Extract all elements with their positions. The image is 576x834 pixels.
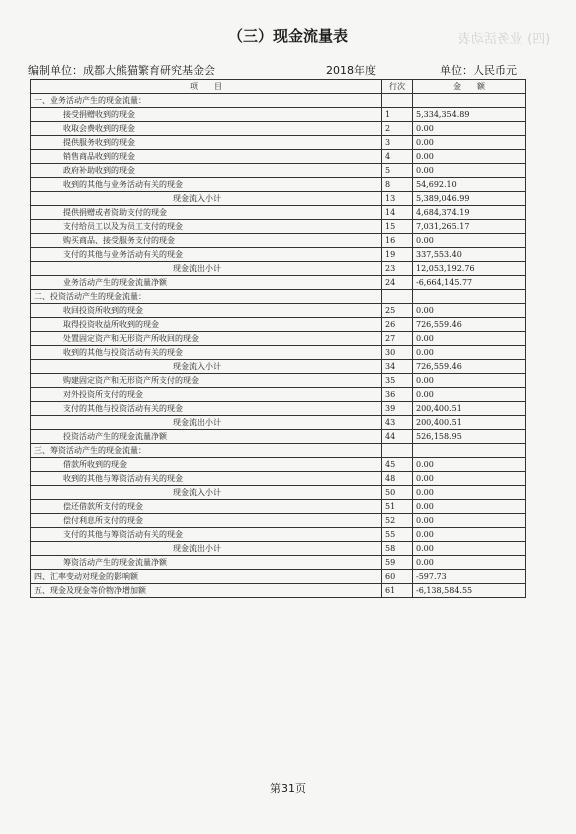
- row-line-number: 24: [382, 276, 413, 290]
- row-item: 提供捐赠或者资助支付的现金: [31, 206, 382, 220]
- row-amount: [413, 290, 526, 304]
- table-row: [31, 388, 526, 402]
- table-row: [31, 290, 526, 304]
- row-item: 购建固定资产和无形资产所支付的现金: [31, 374, 382, 388]
- row-item: 收到的其他与投资活动有关的现金: [31, 346, 382, 360]
- row-line-number: 19: [382, 248, 413, 262]
- row-item: 支付的其他与筹资活动有关的现金: [31, 528, 382, 542]
- row-line-number: 50: [382, 486, 413, 500]
- column-header-item: 项 目: [31, 80, 382, 94]
- row-line-number: 60: [382, 570, 413, 584]
- table-row: [31, 556, 526, 570]
- row-amount: 0.00: [413, 150, 526, 164]
- row-line-number: 25: [382, 304, 413, 318]
- row-line-number: 39: [382, 402, 413, 416]
- row-amount: 0.00: [413, 542, 526, 556]
- row-amount: 0.00: [413, 388, 526, 402]
- row-item: 筹资活动产生的现金流量净额: [31, 556, 382, 570]
- row-item: 偿还借款所支付的现金: [31, 500, 382, 514]
- row-line-number: 23: [382, 262, 413, 276]
- row-item: 现金流出小计: [31, 416, 382, 430]
- row-item: 现金流出小计: [31, 262, 382, 276]
- row-amount: 0.00: [413, 234, 526, 248]
- row-item: 销售商品收到的现金: [31, 150, 382, 164]
- row-amount: 7,031,265.17: [413, 220, 526, 234]
- row-item: 取得投资收益所收到的现金: [31, 318, 382, 332]
- row-line-number: [382, 94, 413, 108]
- row-line-number: 16: [382, 234, 413, 248]
- table-row: [31, 136, 526, 150]
- row-amount: 0.00: [413, 528, 526, 542]
- report-year: 2018年度: [326, 64, 376, 77]
- table-row: [31, 248, 526, 262]
- row-item: 收到的其他与筹资活动有关的现金: [31, 472, 382, 486]
- table-row: [31, 416, 526, 430]
- column-header-line: 行次: [382, 80, 413, 94]
- row-line-number: [382, 290, 413, 304]
- row-item: 接受捐赠收到的现金: [31, 108, 382, 122]
- row-line-number: 43: [382, 416, 413, 430]
- row-line-number: 61: [382, 584, 413, 598]
- row-item: 支付的其他与投资活动有关的现金: [31, 402, 382, 416]
- row-line-number: 34: [382, 360, 413, 374]
- row-item: 支付给员工以及为员工支付的现金: [31, 220, 382, 234]
- row-amount: -6,664,145.77: [413, 276, 526, 290]
- table-row: [31, 220, 526, 234]
- table-row: [31, 346, 526, 360]
- row-item: 现金流出小计: [31, 542, 382, 556]
- row-line-number: 3: [382, 136, 413, 150]
- row-line-number: 45: [382, 458, 413, 472]
- row-amount: [413, 444, 526, 458]
- row-item: 对外投资所支付的现金: [31, 388, 382, 402]
- table-row: [31, 402, 526, 416]
- row-item: 现金流入小计: [31, 360, 382, 374]
- row-line-number: [382, 444, 413, 458]
- table-row: [31, 192, 526, 206]
- row-line-number: 5: [382, 164, 413, 178]
- currency-unit: 单位：人民币元: [440, 64, 517, 77]
- table-row: [31, 486, 526, 500]
- table-row: [31, 94, 526, 108]
- row-line-number: 35: [382, 374, 413, 388]
- row-item: 收到的其他与业务活动有关的现金: [31, 178, 382, 192]
- row-item: 一、业务活动产生的现金流量：: [31, 94, 382, 108]
- row-item: 提供服务收到的现金: [31, 136, 382, 150]
- row-item: 五、现金及现金等价物净增加额: [31, 584, 382, 598]
- row-line-number: 4: [382, 150, 413, 164]
- row-item: 投资活动产生的现金流量净额: [31, 430, 382, 444]
- table-row: [31, 360, 526, 374]
- table-row: [31, 584, 526, 598]
- table-row: [31, 514, 526, 528]
- row-amount: 0.00: [413, 458, 526, 472]
- row-item: 四、汇率变动对现金的影响额: [31, 570, 382, 584]
- table-row: [31, 500, 526, 514]
- table-row: [31, 332, 526, 346]
- row-item: 业务活动产生的现金流量净额: [31, 276, 382, 290]
- row-amount: 12,053,192.76: [413, 262, 526, 276]
- row-line-number: 59: [382, 556, 413, 570]
- row-line-number: 14: [382, 206, 413, 220]
- row-amount: 0.00: [413, 374, 526, 388]
- row-amount: [413, 94, 526, 108]
- row-amount: 200,400.51: [413, 402, 526, 416]
- row-line-number: 1: [382, 108, 413, 122]
- row-amount: -597.73: [413, 570, 526, 584]
- cash-flow-table: [30, 79, 526, 598]
- row-line-number: 13: [382, 192, 413, 206]
- row-item: 借款所收到的现金: [31, 458, 382, 472]
- row-amount: 0.00: [413, 346, 526, 360]
- row-item: 现金流入小计: [31, 486, 382, 500]
- row-amount: 0.00: [413, 514, 526, 528]
- table-row: [31, 108, 526, 122]
- row-line-number: 15: [382, 220, 413, 234]
- row-line-number: 8: [382, 178, 413, 192]
- row-amount: 0.00: [413, 136, 526, 150]
- table-row: [31, 458, 526, 472]
- row-item: 现金流入小计: [31, 192, 382, 206]
- row-amount: 0.00: [413, 164, 526, 178]
- row-line-number: 52: [382, 514, 413, 528]
- row-item: 政府补助收到的现金: [31, 164, 382, 178]
- table-row: [31, 178, 526, 192]
- table-row: [31, 234, 526, 248]
- table-row: [31, 262, 526, 276]
- row-line-number: 27: [382, 332, 413, 346]
- table-row: [31, 570, 526, 584]
- page-number: 第31页: [270, 782, 306, 795]
- row-amount: 0.00: [413, 472, 526, 486]
- table-row: [31, 150, 526, 164]
- row-amount: 0.00: [413, 332, 526, 346]
- row-amount: 0.00: [413, 500, 526, 514]
- table-row: [31, 542, 526, 556]
- table-row: [31, 472, 526, 486]
- row-amount: 200,400.51: [413, 416, 526, 430]
- column-header-amount: 金 额: [413, 80, 526, 94]
- row-amount: 0.00: [413, 122, 526, 136]
- row-line-number: 36: [382, 388, 413, 402]
- row-amount: 5,389,046.99: [413, 192, 526, 206]
- row-amount: 726,559.46: [413, 318, 526, 332]
- table-row: [31, 430, 526, 444]
- row-line-number: 2: [382, 122, 413, 136]
- reporting-unit: 编制单位：成都大熊猫繁育研究基金会: [28, 64, 215, 77]
- row-line-number: 55: [382, 528, 413, 542]
- row-amount: 0.00: [413, 556, 526, 570]
- row-item: 处置固定资产和无形资产所收回的现金: [31, 332, 382, 346]
- row-amount: 54,692.10: [413, 178, 526, 192]
- row-item: 二、投资活动产生的现金流量：: [31, 290, 382, 304]
- row-amount: 726,559.46: [413, 360, 526, 374]
- table-row: [31, 276, 526, 290]
- table-row: [31, 206, 526, 220]
- row-item: 购买商品、接受服务支付的现金: [31, 234, 382, 248]
- page-title: （三）现金流量表: [227, 27, 348, 45]
- row-item: 偿付利息所支付的现金: [31, 514, 382, 528]
- row-item: 三、筹资活动产生的现金流量：: [31, 444, 382, 458]
- row-amount: 0.00: [413, 304, 526, 318]
- table-row: [31, 374, 526, 388]
- row-line-number: 44: [382, 430, 413, 444]
- row-line-number: 51: [382, 500, 413, 514]
- bleed-through-text: (四) 业务活动表: [457, 32, 550, 47]
- row-amount: 4,684,374.19: [413, 206, 526, 220]
- table-row: [31, 528, 526, 542]
- table-row: [31, 444, 526, 458]
- row-line-number: 30: [382, 346, 413, 360]
- row-amount: 5,334,354.89: [413, 108, 526, 122]
- table-row: [31, 164, 526, 178]
- row-line-number: 58: [382, 542, 413, 556]
- row-line-number: 48: [382, 472, 413, 486]
- row-item: 收取会费收到的现金: [31, 122, 382, 136]
- table-row: [31, 318, 526, 332]
- row-amount: -6,138,584.55: [413, 584, 526, 598]
- row-amount: 526,158.95: [413, 430, 526, 444]
- row-item: 收回投资所收到的现金: [31, 304, 382, 318]
- row-amount: 0.00: [413, 486, 526, 500]
- row-line-number: 26: [382, 318, 413, 332]
- row-item: 支付的其他与业务活动有关的现金: [31, 248, 382, 262]
- table-row: [31, 304, 526, 318]
- table-row: [31, 122, 526, 136]
- table-header-row: [31, 80, 526, 94]
- row-amount: 337,553.40: [413, 248, 526, 262]
